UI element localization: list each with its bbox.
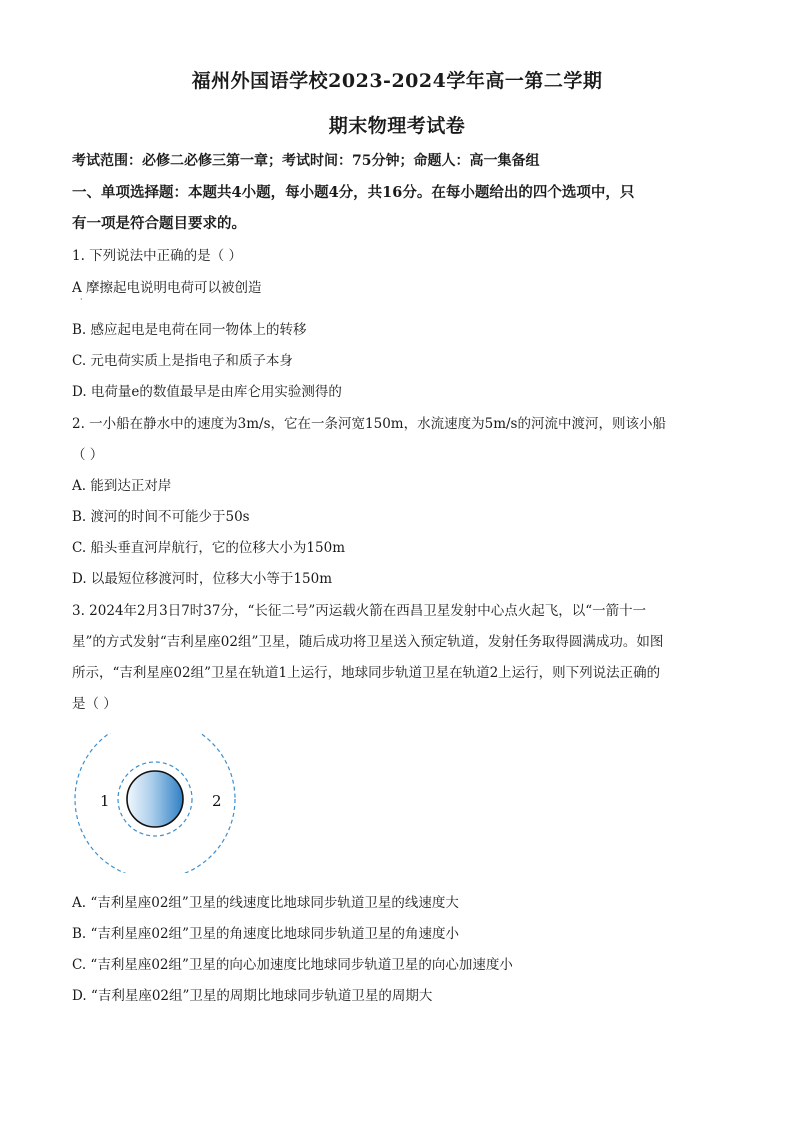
q1-option-d: D. 电荷量e的数值最早是由库仑用实验测得的 xyxy=(72,384,342,400)
orbit-label-2: 2 xyxy=(212,792,222,810)
exam-title-line2: 期末物理考试卷 xyxy=(328,115,466,137)
q1-option-a: A 摩擦起电说明电荷可以被创造 xyxy=(72,280,262,296)
exam-meta: 考试范围：必修二必修三第一章；考试时间：75分钟；命题人：高一集备组 xyxy=(72,153,540,169)
q2-option-a: A. 能到达正对岸 xyxy=(72,478,172,494)
q3-stem-line2: 星”的方式发射“吉利星座02组”卫星，随后成功将卫星送入预定轨道，发射任务取得圆满成功。如图 xyxy=(72,634,664,650)
q1-option-b: B. 感应起电是电荷在同一物体上的转移 xyxy=(72,322,307,338)
stray-dot: · xyxy=(80,295,83,304)
q3-option-a: A. “吉利星座02组”卫星的线速度比地球同步轨道卫星的线速度大 xyxy=(72,895,459,911)
q3-stem-line1: 3. 2024年2月3日7时37分，“长征二号”丙运载火箭在西昌卫星发射中心点火起飞，以“一箭十一 xyxy=(72,603,647,619)
section-heading-line2: 有一项是符合题目要求的。 xyxy=(72,215,246,232)
q3-stem-line4: 是（ ） xyxy=(72,696,117,712)
q2-option-b: B. 渡河的时间不可能少于50s xyxy=(72,509,250,525)
q2-option-d: D. 以最短位移渡河时，位移大小等于150m xyxy=(72,571,332,587)
q1-stem: 1. 下列说法中正确的是（ ） xyxy=(72,248,242,264)
exam-title-line1: 福州外国语学校2023-2024学年高一第二学期 xyxy=(191,70,603,92)
q2-stem-line2: （ ） xyxy=(72,447,104,463)
orbit-label-1: 1 xyxy=(100,792,110,810)
earth-circle xyxy=(127,771,183,827)
orbit-diagram xyxy=(70,733,240,873)
section-heading-line1: 一、单项选择题：本题共4小题，每小题4分，共16分。在每小题给出的四个选项中，只 xyxy=(72,184,635,201)
q3-option-c: C. “吉利星座02组”卫星的向心加速度比地球同步轨道卫星的向心加速度小 xyxy=(72,957,513,973)
q3-stem-line3: 所示，“吉利星座02组”卫星在轨道1上运行，地球同步轨道卫星在轨道2上运行，则下列说法正确的 xyxy=(72,665,661,681)
q2-option-c: C. 船头垂直河岸航行，它的位移大小为150m xyxy=(72,540,345,556)
q2-stem-line1: 2. 一小船在静水中的速度为3m/s，它在一条河宽150m，水流速度为5m/s的河流中渡河，则该小船 xyxy=(72,416,666,432)
q3-option-d: D. “吉利星座02组”卫星的周期比地球同步轨道卫星的周期大 xyxy=(72,988,433,1004)
q3-option-b: B. “吉利星座02组”卫星的角速度比地球同步轨道卫星的角速度小 xyxy=(72,926,459,942)
q1-option-c: C. 元电荷实质上是指电子和质子本身 xyxy=(72,353,293,369)
